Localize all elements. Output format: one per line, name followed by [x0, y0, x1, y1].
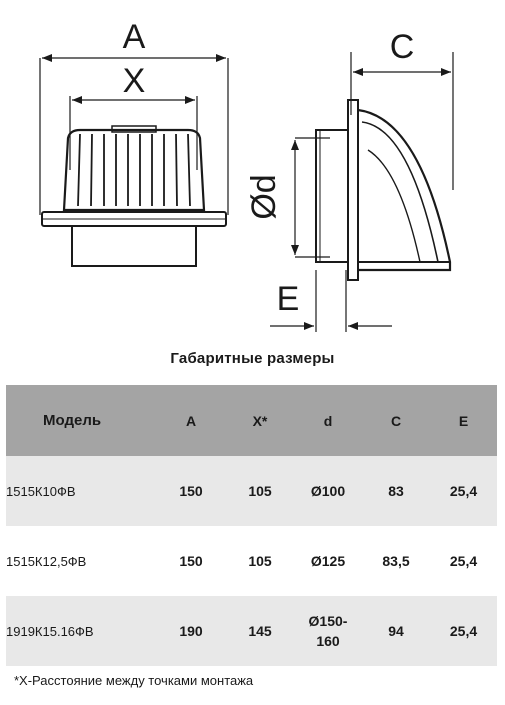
cell-model: 1515К12,5ФВ [6, 526, 156, 596]
table-row [6, 596, 497, 666]
header-model: Модель [6, 385, 156, 456]
label-e: E [276, 280, 300, 318]
cell-model: 1919К15.16ФВ [6, 596, 156, 666]
cell-c: 94 [362, 596, 430, 666]
cell-model: 1515К10ФВ [6, 456, 156, 526]
cell-a: 150 [156, 526, 226, 596]
label-a: A [122, 18, 146, 56]
header-a: A [156, 385, 226, 456]
header-e: E [430, 385, 497, 456]
header-c: C [362, 385, 430, 456]
cell-c: 83,5 [362, 526, 430, 596]
table-row [6, 456, 497, 526]
cell-x: 105 [226, 526, 294, 596]
header-d: d [294, 385, 362, 456]
label-x: X [122, 62, 146, 100]
label-c: C [389, 28, 415, 66]
section-title: Габаритные размеры [170, 350, 335, 367]
cell-d: Ø100 [294, 456, 362, 526]
cell-x: 145 [226, 596, 294, 666]
table-header-row [6, 385, 497, 456]
cell-a: 190 [156, 596, 226, 666]
table-row [6, 526, 497, 596]
cell-e: 25,4 [430, 526, 497, 596]
cell-e: 25,4 [430, 596, 497, 666]
footnote: *Х-Расстояние между точками монтажа [14, 673, 254, 688]
cell-d: Ø150- 160 [294, 596, 362, 666]
cell-e: 25,4 [430, 456, 497, 526]
header-x: X* [226, 385, 294, 456]
cell-x: 105 [226, 456, 294, 526]
label-d: Ød [245, 174, 283, 220]
dimension-drawing [0, 0, 505, 345]
cell-a: 150 [156, 456, 226, 526]
cell-c: 83 [362, 456, 430, 526]
dimensions-table [6, 385, 497, 666]
cell-d: Ø125 [294, 526, 362, 596]
